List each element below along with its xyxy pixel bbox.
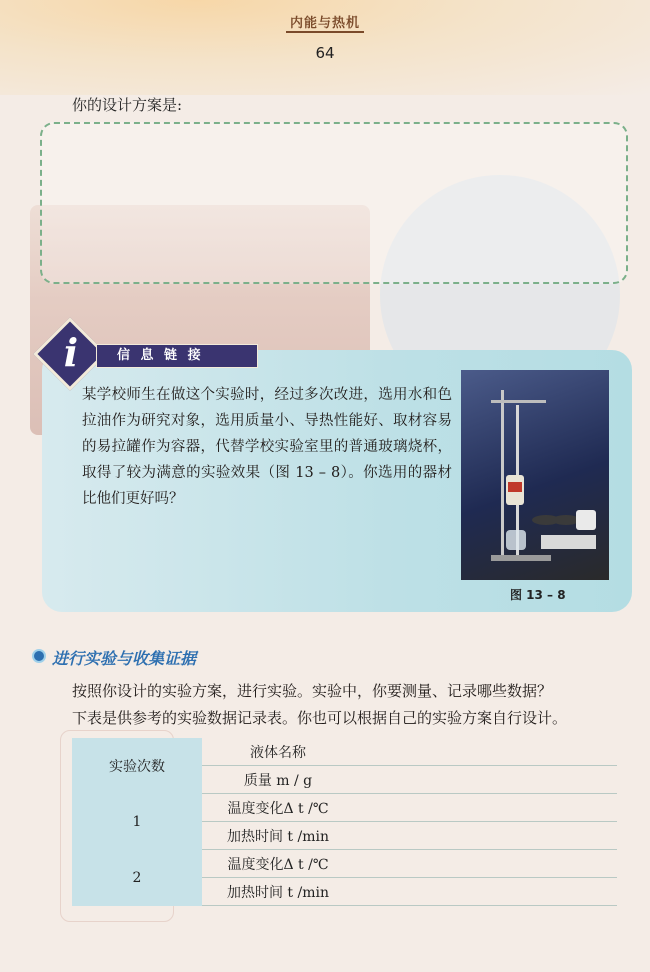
experiment-photo bbox=[461, 370, 609, 580]
table-label-cell: 液体名称 bbox=[202, 738, 354, 766]
design-prompt: 你的设计方案是: bbox=[72, 96, 183, 114]
page-number: 64 bbox=[315, 44, 335, 62]
table-cell bbox=[486, 878, 618, 906]
trial-number-cell: 2 bbox=[72, 850, 202, 906]
table-cell bbox=[486, 794, 618, 822]
section-heading: 进行实验与收集证据 bbox=[32, 646, 196, 669]
table-cell bbox=[354, 794, 486, 822]
table-cell bbox=[486, 738, 618, 766]
body-paragraph: 按照你设计的实验方案，进行实验。实验中，你要测量、记录哪些数据？ bbox=[72, 682, 553, 700]
info-link-title: 信 息 链 接 bbox=[96, 344, 258, 368]
section-body bbox=[72, 678, 632, 732]
chapter-title: 内能与热机 bbox=[0, 12, 650, 31]
table-cell bbox=[486, 766, 618, 794]
table-header-cell: 实验次数 bbox=[72, 738, 202, 794]
info-link-text: 某学校师生在做这个实验时，经过多次改进，选用水和色拉油作为研究对象，选用质量小、导热性能好、取材容易的易拉罐作为容器，代替学校实验室里的普通玻璃烧杯，取得了较为满意的实验效果（图 13 – 8）。你选用的器材比他们更好吗？ bbox=[82, 387, 452, 507]
table-cell bbox=[354, 766, 486, 794]
table-label-cell: 温度变化Δ t /℃ bbox=[202, 794, 354, 822]
table-label-cell: 质量 m / g bbox=[202, 766, 354, 794]
apparatus-illustration bbox=[461, 370, 609, 580]
figure-caption: 图 13 – 8 bbox=[510, 588, 566, 602]
table-cell bbox=[354, 822, 486, 850]
table-row bbox=[72, 850, 617, 878]
table-label-cell: 加热时间 t /min bbox=[202, 878, 354, 906]
table-label-cell: 加热时间 t /min bbox=[202, 822, 354, 850]
trial-number-cell: 1 bbox=[72, 794, 202, 850]
table-cell bbox=[354, 850, 486, 878]
design-answer-box bbox=[40, 122, 628, 284]
data-record-table bbox=[72, 738, 617, 906]
table-cell bbox=[354, 738, 486, 766]
info-link-i-icon: i bbox=[63, 330, 79, 375]
table-row bbox=[72, 738, 617, 766]
table-label-cell: 温度变化Δ t /℃ bbox=[202, 850, 354, 878]
table-cell bbox=[486, 850, 618, 878]
body-paragraph: 下表是供参考的实验数据记录表。你也可以根据自己的实验方案自行设计。 bbox=[72, 709, 568, 727]
table-cell bbox=[354, 878, 486, 906]
table-cell bbox=[486, 822, 618, 850]
bullet-dot-icon bbox=[32, 649, 46, 663]
table-row bbox=[72, 794, 617, 822]
